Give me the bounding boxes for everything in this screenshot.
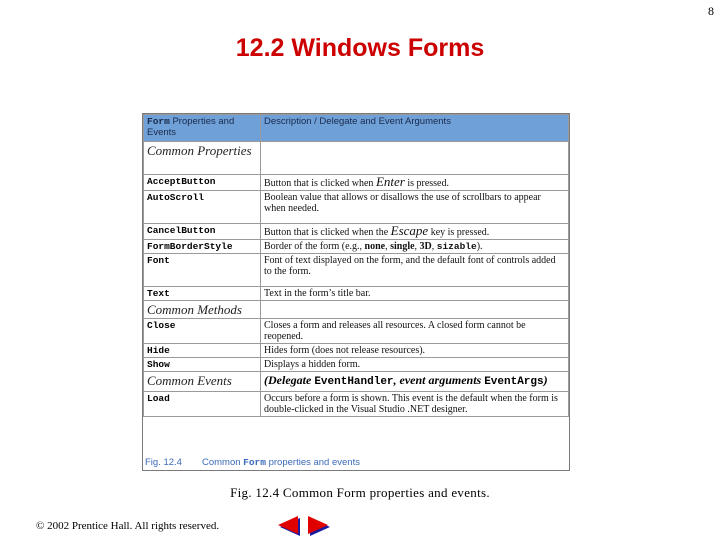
prop-name: FormBorderStyle (144, 240, 261, 254)
properties-table (143, 114, 569, 417)
next-slide-button[interactable] (306, 515, 332, 542)
right-arrow-icon (306, 515, 332, 537)
section-row-events (144, 372, 569, 392)
table-row (144, 319, 569, 344)
section-common-properties: Common Properties (144, 142, 261, 175)
prop-desc: Boolean value that allows or disallows the use of scrollbars to appear when needed. (261, 191, 569, 224)
prop-desc: Text in the form’s title bar. (261, 287, 569, 301)
figure-table (142, 113, 570, 471)
section-row-methods (144, 301, 569, 319)
delegate-cell: (Delegate EventHandler, event arguments EventArgs) (261, 372, 569, 392)
prop-desc: Button that is clicked when Enter is pressed. (261, 175, 569, 191)
method-name: Show (144, 358, 261, 372)
slide-title: 12.2 Windows Forms (235, 34, 485, 62)
inner-figure-caption: Fig. 12.4 Common Form properties and events (145, 457, 360, 468)
table-row (144, 191, 569, 224)
header-form-code: Form (147, 116, 170, 127)
figure-caption: Fig. 12.4 Common Form properties and events. (230, 485, 490, 500)
page-number: 8 (708, 4, 714, 18)
section-row-properties (144, 142, 569, 175)
table-row (144, 358, 569, 372)
table-row (144, 254, 569, 287)
prop-desc: Font of text displayed on the form, and the default font of controls added to the form. (261, 254, 569, 287)
prop-name: Font (144, 254, 261, 287)
prop-name: CancelButton (144, 224, 261, 240)
section-common-methods: Common Methods (144, 301, 261, 319)
table-row (144, 240, 569, 254)
table-row (144, 392, 569, 417)
event-desc: Occurs before a form is shown. This event is the default when the form is double-clicked in the Visual Studio .NET designer. (261, 392, 569, 417)
method-desc: Hides form (does not release resources). (261, 344, 569, 358)
method-desc: Displays a hidden form. (261, 358, 569, 372)
section-common-events: Common Events (144, 372, 261, 392)
method-name: Hide (144, 344, 261, 358)
table-row (144, 224, 569, 240)
table-row (144, 175, 569, 191)
copyright: © 2002 Prentice Hall. All rights reserved. (36, 520, 220, 532)
table-row (144, 287, 569, 301)
prop-name: Text (144, 287, 261, 301)
prop-name: AcceptButton (144, 175, 261, 191)
section-empty-cell (261, 142, 569, 175)
header-col1-text: Properties and Events (147, 116, 235, 138)
method-name: Close (144, 319, 261, 344)
section-empty-cell (261, 301, 569, 319)
table-header-row (144, 115, 569, 142)
prop-name: AutoScroll (144, 191, 261, 224)
method-desc: Closes a form and releases all resources. A closed form cannot be reopened. (261, 319, 569, 344)
prop-desc: Border of the form (e.g., none, single, 3D, sizable). (261, 240, 569, 254)
header-col2: Description / Delegate and Event Arguments (261, 115, 569, 142)
header-col1 (144, 115, 261, 142)
event-name: Load (144, 392, 261, 417)
prop-desc: Button that is clicked when the Escape key is pressed. (261, 224, 569, 240)
left-arrow-icon (276, 515, 302, 537)
previous-slide-button[interactable] (276, 515, 302, 542)
table-row (144, 344, 569, 358)
